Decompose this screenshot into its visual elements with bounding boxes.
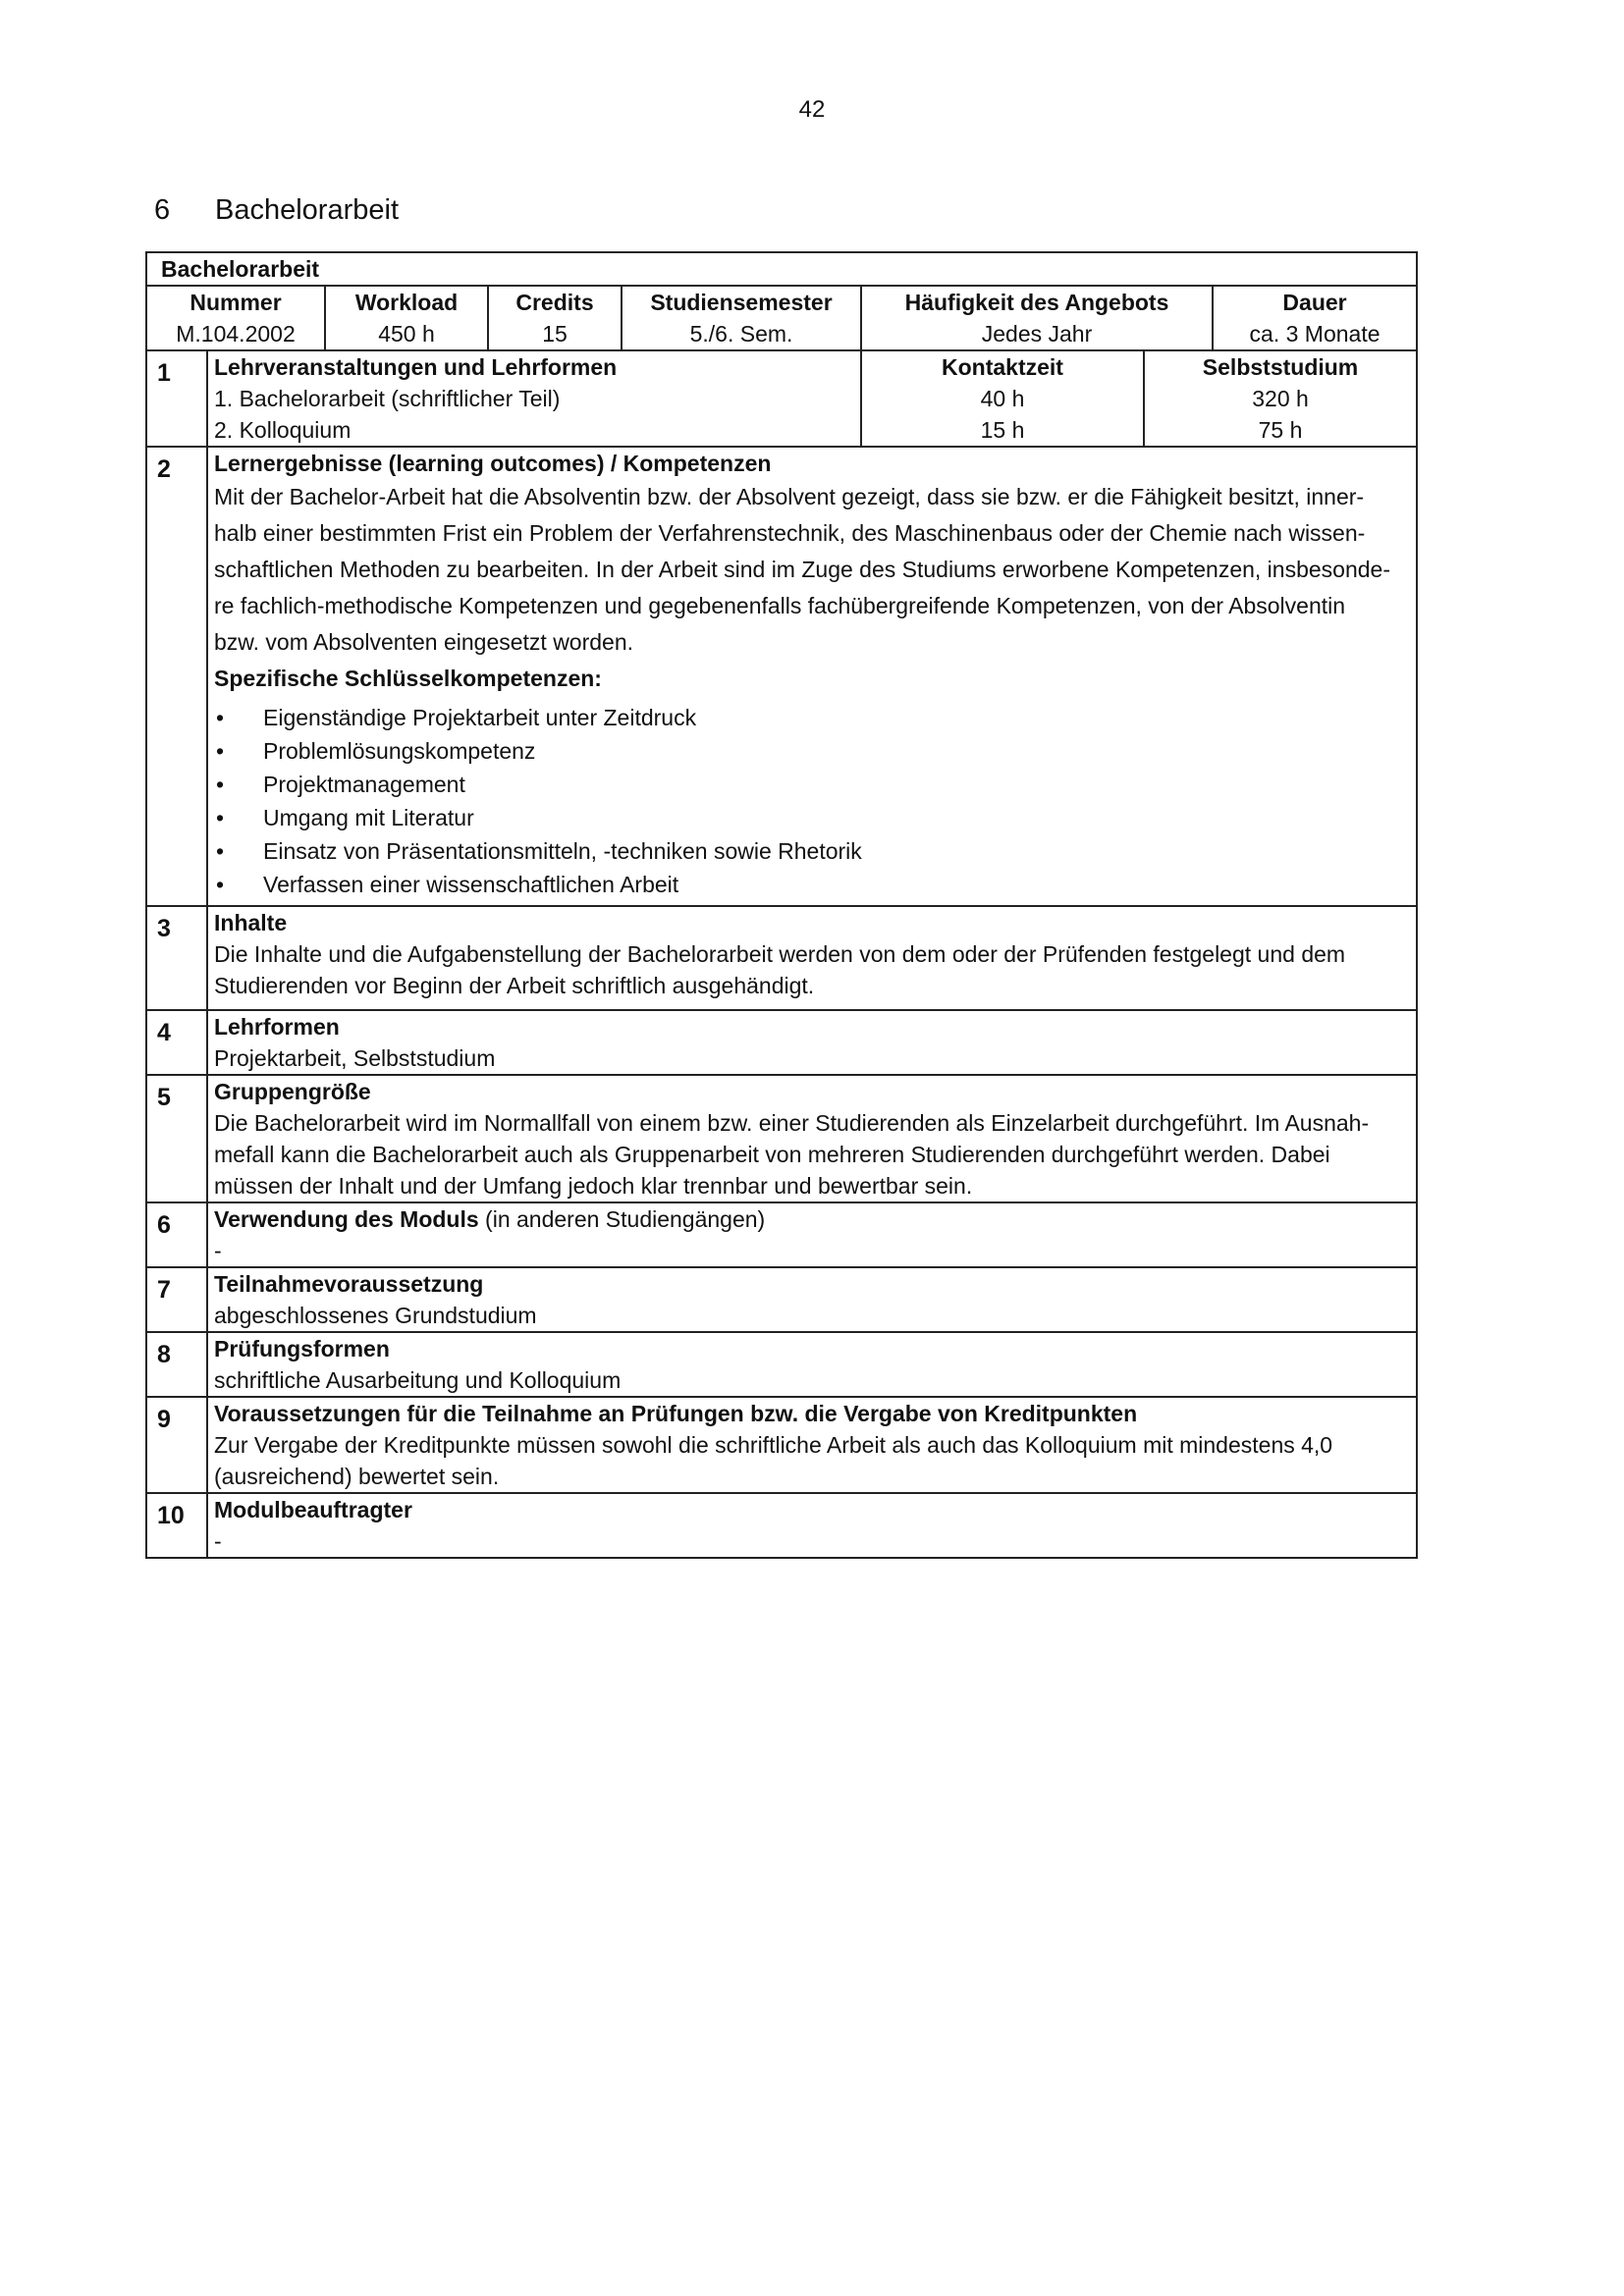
row4-content	[207, 1010, 1417, 1075]
row7-content	[207, 1267, 1417, 1332]
row7-heading: Teilnahmevoraussetzung	[214, 1271, 484, 1297]
selbststudium-value: 75 h	[1258, 417, 1303, 443]
text-line: abgeschlossenes Grundstudium	[214, 1303, 537, 1328]
row-index-2: 2	[146, 447, 207, 906]
list-item: • Projektmanagement	[214, 768, 1410, 801]
row-index-10: 10	[146, 1493, 207, 1558]
page-number: 42	[798, 96, 826, 123]
text-line: schriftliche Ausarbeitung und Kolloquium	[214, 1367, 622, 1393]
module-title: Bachelorarbeit	[146, 252, 1417, 286]
value-haeufigkeit: Jedes Jahr	[861, 318, 1213, 350]
row1-kontaktzeit	[861, 350, 1144, 447]
list-item: • Verfassen einer wissenschaftlichen Arbeit	[214, 868, 1410, 901]
value-nummer: M.104.2002	[146, 318, 325, 350]
row3-content	[207, 906, 1417, 1010]
row2-paragraph	[214, 479, 1410, 697]
text-line: mefall kann die Bachelorarbeit auch als Gruppenarbeit von mehreren Studierenden durchgeführt werden. Dabei	[214, 1142, 1330, 1167]
row-index-9: 9	[146, 1397, 207, 1493]
text-line: Die Inhalte und die Aufgabenstellung der Bachelorarbeit werden von dem oder der Prüfenden festgelegt und dem	[214, 941, 1346, 967]
text-line: (ausreichend) bewertet sein.	[214, 1464, 500, 1489]
row1-selbststudium	[1144, 350, 1417, 447]
row8-heading: Prüfungsformen	[214, 1336, 390, 1362]
row6-heading-suffix: (in anderen Studiengängen)	[478, 1206, 766, 1232]
paragraph-line: re fachlich-methodische Kompetenzen und gegebenenfalls fachübergreifende Kompetenzen, von der Absolventin	[214, 593, 1346, 618]
list-item: • Umgang mit Literatur	[214, 801, 1410, 834]
row-index-6: 6	[146, 1202, 207, 1267]
value-studiensemester: 5./6. Sem.	[622, 318, 861, 350]
kontaktzeit-value: 15 h	[980, 417, 1025, 443]
paragraph-line: halb einer bestimmten Frist ein Problem der Verfahrenstechnik, des Maschinenbaus oder der Chemie nach wissen-	[214, 520, 1366, 546]
section-title: Bachelorarbeit	[215, 194, 399, 226]
text-line: müssen der Inhalt und der Umfang jedoch klar trennbar und bewertbar sein.	[214, 1173, 973, 1199]
list-item: • Einsatz von Präsentationsmitteln, -techniken sowie Rhetorik	[214, 834, 1410, 868]
value-workload: 450 h	[325, 318, 488, 350]
row1-heading: Lehrveranstaltungen und Lehrformen	[214, 354, 618, 380]
text-line: Zur Vergabe der Kreditpunkte müssen sowohl die schriftliche Arbeit als auch das Kolloquium mit mindestens 4,0	[214, 1432, 1333, 1458]
row3-heading: Inhalte	[214, 910, 288, 935]
header-haeufigkeit: Häufigkeit des Angebots	[861, 286, 1213, 318]
text-line: -	[214, 1238, 222, 1263]
row-index-5: 5	[146, 1075, 207, 1202]
row-index-3: 3	[146, 906, 207, 1010]
kontaktzeit-value: 40 h	[980, 386, 1025, 411]
row2-heading: Lernergebnisse (learning outcomes) / Kompetenzen	[214, 451, 772, 476]
header-nummer: Nummer	[146, 286, 325, 318]
module-table	[145, 251, 1418, 1559]
text-line: Die Bachelorarbeit wird im Normallfall von einem bzw. einer Studierenden als Einzelarbeit durchgeführt. Im Ausnah-	[214, 1110, 1370, 1136]
header-studiensemester: Studiensemester	[622, 286, 861, 318]
list-item: • Problemlösungskompetenz	[214, 734, 1410, 768]
paragraph-line: Mit der Bachelor-Arbeit hat die Absolventin bzw. der Absolvent gezeigt, dass sie bzw. er die Fähigkeit besitzt, inner-	[214, 484, 1365, 509]
row6-heading: Verwendung des Moduls	[214, 1206, 479, 1232]
row9-heading: Voraussetzungen für die Teilnahme an Prüfungen bzw. die Vergabe von Kreditpunkten	[214, 1401, 1138, 1426]
row8-content	[207, 1332, 1417, 1397]
text-line: Studierenden vor Beginn der Arbeit schriftlich ausgehändigt.	[214, 973, 815, 998]
header-dauer: Dauer	[1213, 286, 1417, 318]
row6-content	[207, 1202, 1417, 1267]
row10-heading: Modulbeauftragter	[214, 1497, 412, 1522]
row6-heading-line	[214, 1203, 1410, 1235]
selbststudium-heading: Selbststudium	[1202, 354, 1359, 380]
row-index-8: 8	[146, 1332, 207, 1397]
kontaktzeit-heading: Kontaktzeit	[942, 354, 1063, 380]
row5-content	[207, 1075, 1417, 1202]
row4-heading: Lehrformen	[214, 1014, 340, 1040]
row-index-7: 7	[146, 1267, 207, 1332]
selbststudium-value: 320 h	[1252, 386, 1309, 411]
row1-courses	[207, 350, 861, 447]
row2-subheading: Spezifische Schlüsselkompetenzen:	[214, 666, 602, 691]
row5-heading: Gruppengröße	[214, 1079, 371, 1104]
row1-item-name: 2. Kolloquium	[214, 417, 352, 443]
section-number: 6	[154, 194, 171, 226]
text-line: Projektarbeit, Selbststudium	[214, 1045, 496, 1071]
row-index-4: 4	[146, 1010, 207, 1075]
section-heading	[154, 194, 399, 227]
value-credits: 15	[488, 318, 622, 350]
list-item: • Eigenständige Projektarbeit unter Zeitdruck	[214, 701, 1410, 734]
row-index-1: 1	[146, 350, 207, 447]
row10-content	[207, 1493, 1417, 1558]
row9-content	[207, 1397, 1417, 1493]
paragraph-line: bzw. vom Absolventen eingesetzt worden.	[214, 629, 634, 655]
header-credits: Credits	[488, 286, 622, 318]
paragraph-line: schaftlichen Methoden zu bearbeiten. In der Arbeit sind im Zuge des Studiums erworbene Kompetenzen, insbesonde-	[214, 557, 1390, 582]
value-dauer: ca. 3 Monate	[1213, 318, 1417, 350]
row1-item-name: 1. Bachelorarbeit (schriftlicher Teil)	[214, 386, 561, 411]
competence-list	[214, 701, 1410, 901]
header-workload: Workload	[325, 286, 488, 318]
row2-content	[207, 447, 1417, 906]
text-line: -	[214, 1528, 222, 1554]
